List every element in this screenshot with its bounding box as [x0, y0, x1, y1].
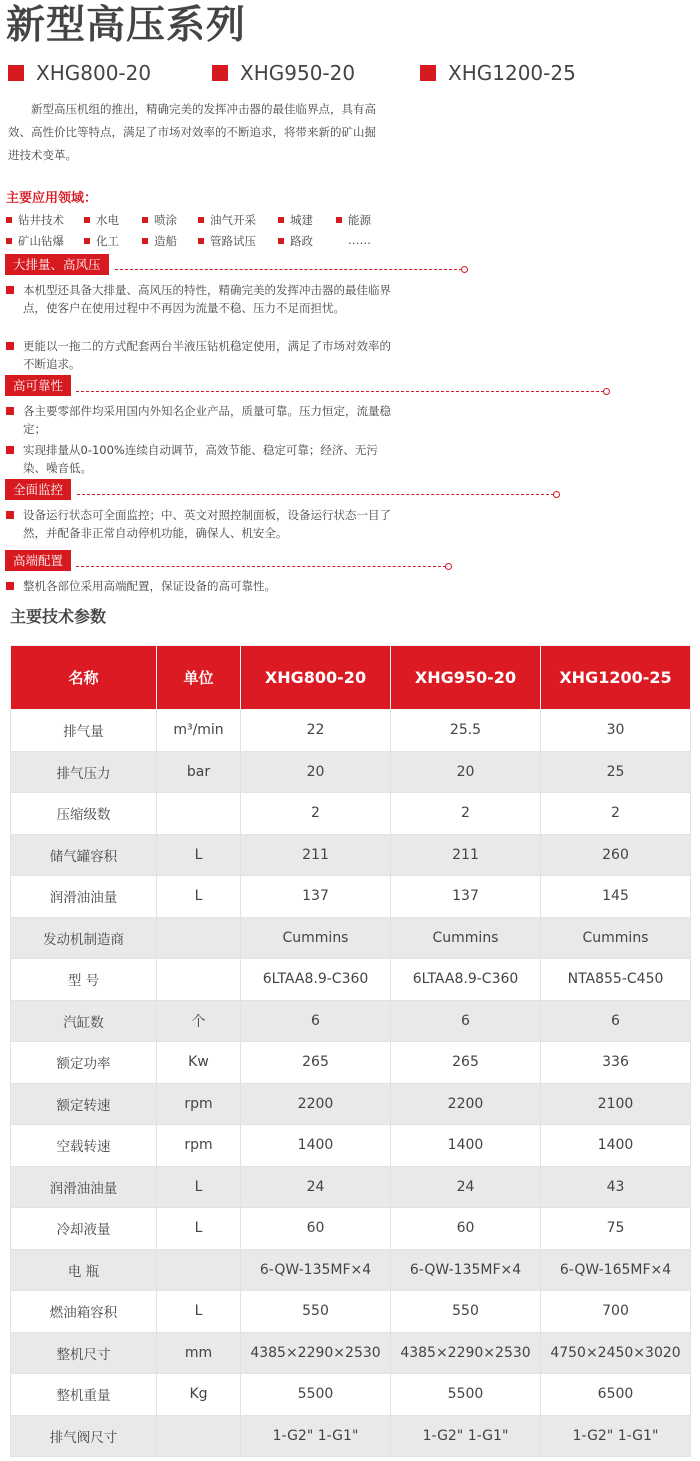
- cell-name: 发动机制造商: [11, 917, 157, 959]
- table-row: [11, 1249, 691, 1291]
- cell-value: 25: [541, 751, 691, 793]
- cell-unit: rpm: [157, 1125, 241, 1167]
- cell-name: 空载转速: [11, 1125, 157, 1167]
- bullet-icon: [6, 511, 14, 519]
- section-bullet: 各主要零部件均采用国内外知名企业产品，质量可靠。压力恒定，流量稳定；: [6, 402, 393, 438]
- cell-value: 145: [541, 876, 691, 918]
- cell-value: 700: [541, 1291, 691, 1333]
- cell-value: 6: [541, 1000, 691, 1042]
- section-bullet: 本机型还具备大排量、高风压的特性，精确完美的发挥冲击器的最佳临界点，使客户在使用过程中不再因为流量不稳、压力不足而担忧。: [6, 281, 393, 317]
- cell-value: 6-QW-135MF×4: [391, 1249, 541, 1291]
- cell-value: 336: [541, 1042, 691, 1084]
- table-row: [11, 1083, 691, 1125]
- bullet-icon: [84, 217, 90, 223]
- cell-value: 4385×2290×2530: [391, 1332, 541, 1374]
- cell-unit: bar: [157, 751, 241, 793]
- cell-name: 润滑油油量: [11, 1166, 157, 1208]
- cell-value: 6500: [541, 1374, 691, 1416]
- cell-value: 137: [241, 876, 391, 918]
- cell-value: 1-G2" 1-G1": [541, 1415, 691, 1457]
- cell-value: 60: [391, 1208, 541, 1250]
- cell-value: 6LTAA8.9-C360: [391, 959, 541, 1001]
- cell-value: Cummins: [541, 917, 691, 959]
- bullet-icon: [336, 217, 342, 223]
- section-bullet: 实现排量从0-100%连续自动调节，高效节能、稳定可靠；经济、无污染、噪音低。: [6, 441, 393, 477]
- cell-name: 燃油箱容积: [11, 1291, 157, 1333]
- cell-unit: L: [157, 834, 241, 876]
- cell-name: 整机重量: [11, 1374, 157, 1416]
- intro-paragraph: 新型高压机组的推出，精确完美的发挥冲击器的最佳临界点，具有高效、高性价比等特点，满足了市场对效率的不断追求，将带来新的矿山掘进技术变革。: [8, 102, 376, 162]
- cell-name: 冷却液量: [11, 1208, 157, 1250]
- model-item: [420, 60, 576, 86]
- cell-value: 265: [241, 1042, 391, 1084]
- cell-value: 6: [391, 1000, 541, 1042]
- cell-name: 压缩级数: [11, 793, 157, 835]
- cell-name: 排气阀尺寸: [11, 1415, 157, 1457]
- cell-unit: [157, 1249, 241, 1291]
- application-item: 钻井技术: [6, 212, 64, 228]
- table-row: [11, 1166, 691, 1208]
- cell-value: 2: [241, 793, 391, 835]
- cell-value: 22: [241, 710, 391, 752]
- cell-value: 25.5: [391, 710, 541, 752]
- header-unit: 单位: [157, 646, 241, 710]
- cell-value: 20: [241, 751, 391, 793]
- table-row: [11, 793, 691, 835]
- cell-name: 储气罐容积: [11, 834, 157, 876]
- cell-name: 润滑油油量: [11, 876, 157, 918]
- divider-end-icon: [445, 563, 452, 570]
- cell-value: 1400: [391, 1125, 541, 1167]
- application-item: ……: [348, 233, 371, 247]
- cell-value: 265: [391, 1042, 541, 1084]
- cell-value: 24: [391, 1166, 541, 1208]
- section-tag-monitoring: 全面监控: [5, 479, 71, 500]
- table-row: [11, 751, 691, 793]
- cell-unit: Kg: [157, 1374, 241, 1416]
- bullet-icon: [6, 446, 14, 454]
- applications-heading: 主要应用领域：: [6, 191, 98, 206]
- application-item: 城建: [278, 212, 313, 228]
- table-row: [11, 876, 691, 918]
- cell-name: 额定转速: [11, 1083, 157, 1125]
- red-square-icon: [8, 65, 24, 81]
- cell-value: 137: [391, 876, 541, 918]
- divider-end-icon: [553, 491, 560, 498]
- cell-value: Cummins: [391, 917, 541, 959]
- cell-unit: mm: [157, 1332, 241, 1374]
- cell-value: 260: [541, 834, 691, 876]
- cell-value: 2100: [541, 1083, 691, 1125]
- table-row: [11, 1291, 691, 1333]
- cell-unit: [157, 793, 241, 835]
- application-item: 矿山钻爆: [6, 233, 64, 249]
- cell-value: 43: [541, 1166, 691, 1208]
- cell-value: 211: [241, 834, 391, 876]
- bullet-icon: [198, 217, 204, 223]
- cell-value: 1400: [241, 1125, 391, 1167]
- application-item: 能源: [336, 212, 371, 228]
- bullet-icon: [6, 342, 14, 350]
- divider-end-icon: [461, 266, 468, 273]
- cell-value: 6: [241, 1000, 391, 1042]
- model-list: [8, 60, 698, 86]
- cell-value: 5500: [241, 1374, 391, 1416]
- model-item: [8, 60, 151, 86]
- header-model: XHG950-20: [391, 646, 541, 710]
- cell-unit: Kw: [157, 1042, 241, 1084]
- cell-value: 2200: [241, 1083, 391, 1125]
- cell-unit: L: [157, 1208, 241, 1250]
- cell-name: 额定功率: [11, 1042, 157, 1084]
- red-square-icon: [212, 65, 228, 81]
- header-name: 名称: [11, 646, 157, 710]
- cell-unit: [157, 917, 241, 959]
- section-divider: [115, 269, 462, 270]
- cell-unit: L: [157, 876, 241, 918]
- cell-value: 75: [541, 1208, 691, 1250]
- cell-unit: 个: [157, 1000, 241, 1042]
- cell-unit: L: [157, 1291, 241, 1333]
- cell-value: 4385×2290×2530: [241, 1332, 391, 1374]
- table-row: [11, 710, 691, 752]
- bullet-icon: [142, 217, 148, 223]
- bullet-icon: [278, 238, 284, 244]
- cell-unit: rpm: [157, 1083, 241, 1125]
- bullet-icon: [6, 238, 12, 244]
- cell-unit: L: [157, 1166, 241, 1208]
- bullet-icon: [6, 407, 14, 415]
- bullet-icon: [6, 582, 14, 590]
- header-model: XHG1200-25: [541, 646, 691, 710]
- application-item: 路政: [278, 233, 313, 249]
- cell-value: 6LTAA8.9-C360: [241, 959, 391, 1001]
- cell-value: 60: [241, 1208, 391, 1250]
- cell-name: 整机尺寸: [11, 1332, 157, 1374]
- table-body: [11, 710, 691, 1457]
- cell-value: 30: [541, 710, 691, 752]
- table-row: [11, 1000, 691, 1042]
- cell-value: 1-G2" 1-G1": [391, 1415, 541, 1457]
- application-item: 水电: [84, 212, 119, 228]
- application-item: 喷涂: [142, 212, 177, 228]
- table-row: [11, 1415, 691, 1457]
- red-square-icon: [420, 65, 436, 81]
- cell-value: 2200: [391, 1083, 541, 1125]
- model-name: XHG1200-25: [448, 61, 576, 85]
- cell-value: Cummins: [241, 917, 391, 959]
- section-tag-high-flow: 大排量、高风压: [5, 254, 109, 275]
- section-bullet: 整机各部位采用高端配置，保证设备的高可靠性。: [6, 577, 393, 595]
- cell-value: 24: [241, 1166, 391, 1208]
- bullet-icon: [6, 217, 12, 223]
- model-name: XHG800-20: [36, 61, 152, 85]
- divider-end-icon: [603, 388, 610, 395]
- cell-name: 型 号: [11, 959, 157, 1001]
- model-item: [212, 60, 355, 86]
- cell-value: 5500: [391, 1374, 541, 1416]
- application-item: 油气开采: [198, 212, 256, 228]
- section-divider: [76, 566, 446, 567]
- cell-value: 550: [391, 1291, 541, 1333]
- bullet-icon: [278, 217, 284, 223]
- table-row: [11, 1125, 691, 1167]
- table-row: [11, 834, 691, 876]
- table-row: [11, 917, 691, 959]
- cell-value: NTA855-C450: [541, 959, 691, 1001]
- table-header-row: [11, 646, 691, 710]
- cell-name: 电 瓶: [11, 1249, 157, 1291]
- application-item: 管路试压: [198, 233, 256, 249]
- bullet-icon: [142, 238, 148, 244]
- section-tag-reliability: 高可靠性: [5, 375, 71, 396]
- cell-unit: [157, 1415, 241, 1457]
- section-divider: [77, 494, 554, 495]
- cell-value: 1400: [541, 1125, 691, 1167]
- cell-value: 2: [391, 793, 541, 835]
- header-model: XHG800-20: [241, 646, 391, 710]
- page-title: 新型高压系列: [6, 3, 247, 48]
- cell-name: 排气量: [11, 710, 157, 752]
- table-row: [11, 1374, 691, 1416]
- cell-value: 2: [541, 793, 691, 835]
- section-bullet: 更能以一拖二的方式配套两台半液压钻机稳定使用，满足了市场对效率的不断追求。: [6, 337, 393, 373]
- section-bullet: 设备运行状态可全面监控；中、英文对照控制面板，设备运行状态一目了然，并配备非正常自动停机功能，确保人、机安全。: [6, 506, 393, 542]
- model-name: XHG950-20: [240, 61, 356, 85]
- cell-value: 211: [391, 834, 541, 876]
- cell-value: 6-QW-135MF×4: [241, 1249, 391, 1291]
- section-tag-config: 高端配置: [5, 550, 71, 571]
- application-item: 化工: [84, 233, 119, 249]
- bullet-icon: [84, 238, 90, 244]
- cell-unit: m³/min: [157, 710, 241, 752]
- bullet-icon: [198, 238, 204, 244]
- table-row: [11, 1208, 691, 1250]
- table-row: [11, 959, 691, 1001]
- bullet-icon: [6, 286, 14, 294]
- cell-name: 汽缸数: [11, 1000, 157, 1042]
- application-item: 造船: [142, 233, 177, 249]
- cell-value: 4750×2450×3020: [541, 1332, 691, 1374]
- spec-heading: 主要技术参数: [10, 607, 107, 626]
- cell-value: 6-QW-165MF×4: [541, 1249, 691, 1291]
- cell-value: 20: [391, 751, 541, 793]
- cell-value: 1-G2" 1-G1": [241, 1415, 391, 1457]
- cell-value: 550: [241, 1291, 391, 1333]
- section-divider: [76, 391, 604, 392]
- cell-name: 排气压力: [11, 751, 157, 793]
- cell-unit: [157, 959, 241, 1001]
- spec-table: [10, 645, 691, 1457]
- table-row: [11, 1332, 691, 1374]
- table-row: [11, 1042, 691, 1084]
